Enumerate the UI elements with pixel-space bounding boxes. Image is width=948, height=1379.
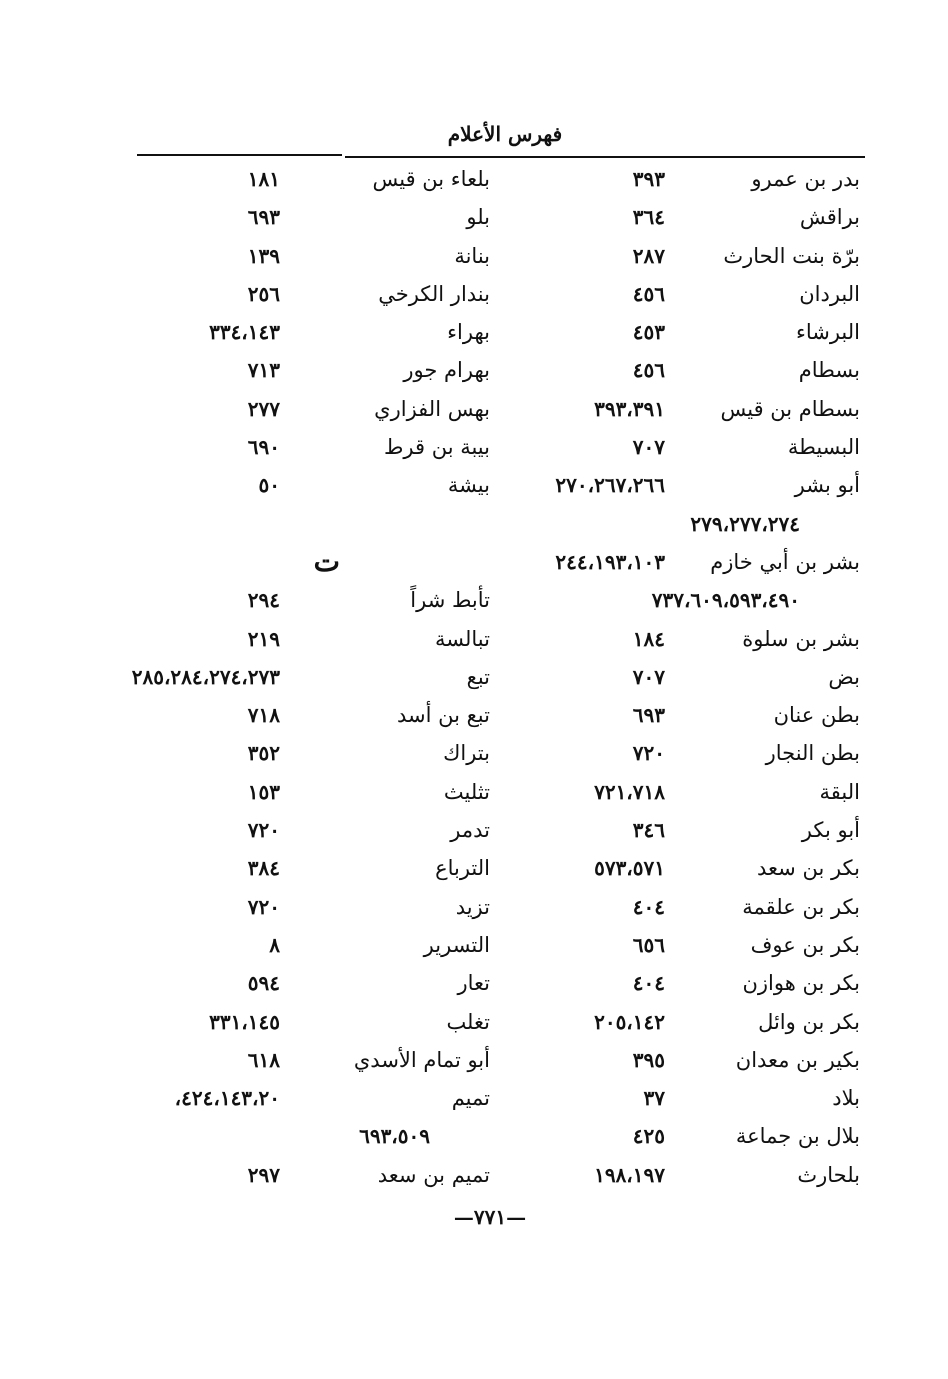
index-entry [510,275,860,313]
index-entry [145,620,490,658]
entry-pages: ٧٢١،٧١٨ [594,779,665,804]
index-entry [131,658,490,696]
entry-name: بهس الفزاري [374,396,490,421]
entry-pages: ١٥٣ [247,779,280,804]
index-entry [510,926,860,964]
index-entry [510,734,860,772]
entry-pages: ٦٥٦ [632,932,665,957]
entry-pages: ٨ [269,932,280,957]
index-entry [510,581,860,619]
index-entry [510,466,860,504]
entry-pages: ٧٠٧ [632,435,665,460]
index-entry [510,160,860,198]
entry-name: بيبة بن قرط [383,435,490,460]
entry-pages: ٢٨٥،٢٨٤،٢٧٤،٢٧٣ [131,664,280,689]
entry-name: بكر بن علقمة [742,894,860,919]
index-entry [510,390,860,428]
entry-pages: ٣٩٥ [632,1047,665,1072]
entry-name: بسطام [798,358,860,383]
index-entry [510,1041,860,1079]
index-entry [145,160,490,198]
index-entry [510,351,860,389]
index-entry [145,1041,490,1079]
index-entry [145,1003,490,1041]
entry-name: بهرام جور [403,358,490,383]
entry-name: بكر بن سعد [757,856,860,881]
index-entry [145,543,490,581]
entry-name: بشر بن أبي خازم [710,549,860,574]
index-entry [145,888,490,926]
entry-name: البردان [799,281,860,306]
entry-pages: ٢٧٩،٢٧٧،٢٧٤ [690,511,800,536]
index-entry [510,1079,860,1117]
entry-name: بسطام بن قيس [720,396,860,421]
entry-name: بلو [466,205,490,230]
entry-name: تدمر [450,818,490,843]
entry-pages: ٢٩٧ [247,1162,280,1187]
entry-name: تبع بن أسد [397,703,490,728]
entry-name: التسرير [423,932,490,957]
entry-pages: ١٩٨،١٩٧ [594,1162,665,1187]
entry-name: البرشاء [795,320,860,345]
entry-name: بكر بن عوف [750,932,860,957]
entry-name: بتراك [443,741,490,766]
entry-name: بض [828,664,860,689]
entry-name: بطن النجار [765,741,860,766]
entry-pages: ٢٥٦ [247,281,280,306]
entry-pages: ٤٥٦ [632,358,665,383]
entry-name: تزيد [455,894,490,919]
entry-name: بلال بن جماعة [735,1124,860,1149]
page-number: —٧٧١— [453,1205,527,1229]
index-entry [145,313,490,351]
index-entry [145,581,490,619]
index-entry [510,1156,860,1194]
entry-pages: ٣٩٣،٣٩١ [594,396,665,421]
index-entry [145,849,490,887]
entry-pages: ٧١٨ [247,703,280,728]
entry-pages: ٢١٩ [247,626,280,651]
entry-name: الترباع [435,856,490,881]
index-entry [145,351,490,389]
header-rule-left [137,154,342,156]
entry-name: بلعاء بن قيس [372,167,490,191]
entry-pages: ٤٠٤ [632,971,665,996]
entry-pages: ٦٩٠ [247,435,280,460]
entry-pages: ٣٦٤ [632,205,665,230]
index-entry [145,237,490,275]
entry-pages: ١٨١ [247,167,280,191]
index-entry [510,505,860,543]
entry-pages: ٧٢٠ [632,741,665,766]
entry-name: بشر بن سلوة [742,626,860,651]
entry-pages: ٣٤٦ [632,818,665,843]
entry-pages: ٢٨٧ [632,243,665,268]
entry-pages: ٧٢٠ [247,818,280,843]
index-entry [510,620,860,658]
index-entry [145,1079,490,1117]
section-letter: ت [313,544,340,578]
index-entry [510,1117,860,1155]
page-header: فهرس الأعلام [447,122,563,146]
entry-name: البقة [819,779,860,804]
entry-pages: ٣٩٣ [632,167,665,191]
index-entry [510,888,860,926]
header-rule-right [345,156,865,158]
entry-pages: ٣٣٤،١٤٣ [209,320,280,345]
entry-pages: ٤٠٤ [632,894,665,919]
entry-name: براقش [799,205,860,230]
index-entry [510,811,860,849]
entry-pages: ٦٩٣ [247,205,280,230]
entry-name: أبو بكر [801,818,860,843]
entry-name: بيشة [447,473,490,498]
index-entry [510,428,860,466]
index-entry [510,964,860,1002]
index-entry [145,811,490,849]
index-entry [145,1156,490,1194]
index-entry [510,773,860,811]
entry-pages: ٢٧٠،٢٦٧،٢٦٦ [555,473,665,498]
entry-pages: ١٣٩ [247,243,280,268]
index-entry [510,658,860,696]
entry-pages: ٤٥٣ [632,320,665,345]
entry-name: بدر بن عمرو [751,167,860,191]
entry-pages: ٤٥٦ [632,281,665,306]
entry-pages: ٤٢٤،١٤٣،٢٠، [174,1086,280,1111]
index-entry [510,849,860,887]
index-entry [145,198,490,236]
entry-name: بندار الكرخي [378,281,490,306]
entry-pages: ٣٧ [643,1086,665,1111]
entry-name: تغلب [446,1009,490,1034]
entry-pages: ٢٧٧ [247,396,280,421]
index-entry [145,926,490,964]
entry-pages: ٣٨٤ [247,856,280,881]
index-entry [145,696,490,734]
entry-name: بلاد [832,1086,860,1111]
entry-pages: ٦٩٣ [632,703,665,728]
index-entry [145,466,490,504]
entry-pages: ٤٢٥ [632,1124,665,1149]
entry-pages: ٧٠٧ [632,664,665,689]
right-column [510,160,860,1194]
index-entry [145,964,490,1002]
entry-name: أبو بشر [794,473,860,498]
entry-pages: ٥٧٣،٥٧١ [594,856,665,881]
entry-pages: ٢٤٤،١٩٣،١٠٣ [555,549,665,574]
entry-pages: ٧٣٧،٦٠٩،٥٩٣،٤٩٠ [651,588,800,613]
entry-pages: ٧١٣ [247,358,280,383]
entry-name: تثليث [443,779,490,804]
entry-pages: ٢٠٥،١٤٢ [594,1009,665,1034]
entry-pages: ٥٠ [258,473,280,498]
entry-name: بكر بن وائل [758,1009,860,1034]
entry-name: بنانة [454,243,490,268]
entry-name: بكير بن معدان [735,1047,860,1072]
entry-pages: ٧٢٠ [247,894,280,919]
entry-name: تميم بن سعد [377,1162,490,1187]
entry-name: أبو تمام الأسدي [353,1047,490,1072]
entry-pages: ٣٣١،١٤٥ [209,1009,280,1034]
entry-name: بكر بن هوازن [742,971,860,996]
entry-pages: ٦٩٣،٥٠٩ [359,1124,430,1149]
index-entry [510,696,860,734]
index-entry [145,275,490,313]
index-entry [510,1003,860,1041]
entry-pages: ٦١٨ [247,1047,280,1072]
index-entry [145,390,490,428]
entry-name: تبالسة [435,626,490,651]
index-entry [145,773,490,811]
entry-name: بلحارث [797,1162,860,1187]
entry-name: بهراء [447,320,490,345]
entry-pages: ٢٩٤ [247,588,280,613]
entry-name: تأبط شراً [410,588,490,613]
index-entry [145,428,490,466]
entry-name: تبع [466,664,490,689]
entry-name: تميم [451,1086,490,1111]
index-entry [510,198,860,236]
entry-name: تعار [457,971,490,996]
index-entry [145,1117,490,1155]
index-entry [510,543,860,581]
entry-pages: ٥٩٤ [247,971,280,996]
index-entry [145,505,490,543]
entry-pages: ٣٥٢ [247,741,280,766]
index-entry [510,237,860,275]
entry-pages: ١٨٤ [632,626,665,651]
left-column [131,160,490,1194]
index-entry [145,734,490,772]
entry-name: بطن عنان [773,703,860,728]
index-entry [510,313,860,351]
entry-name: برّة بنت الحارث [723,243,860,268]
entry-name: البسيطة [787,435,860,460]
